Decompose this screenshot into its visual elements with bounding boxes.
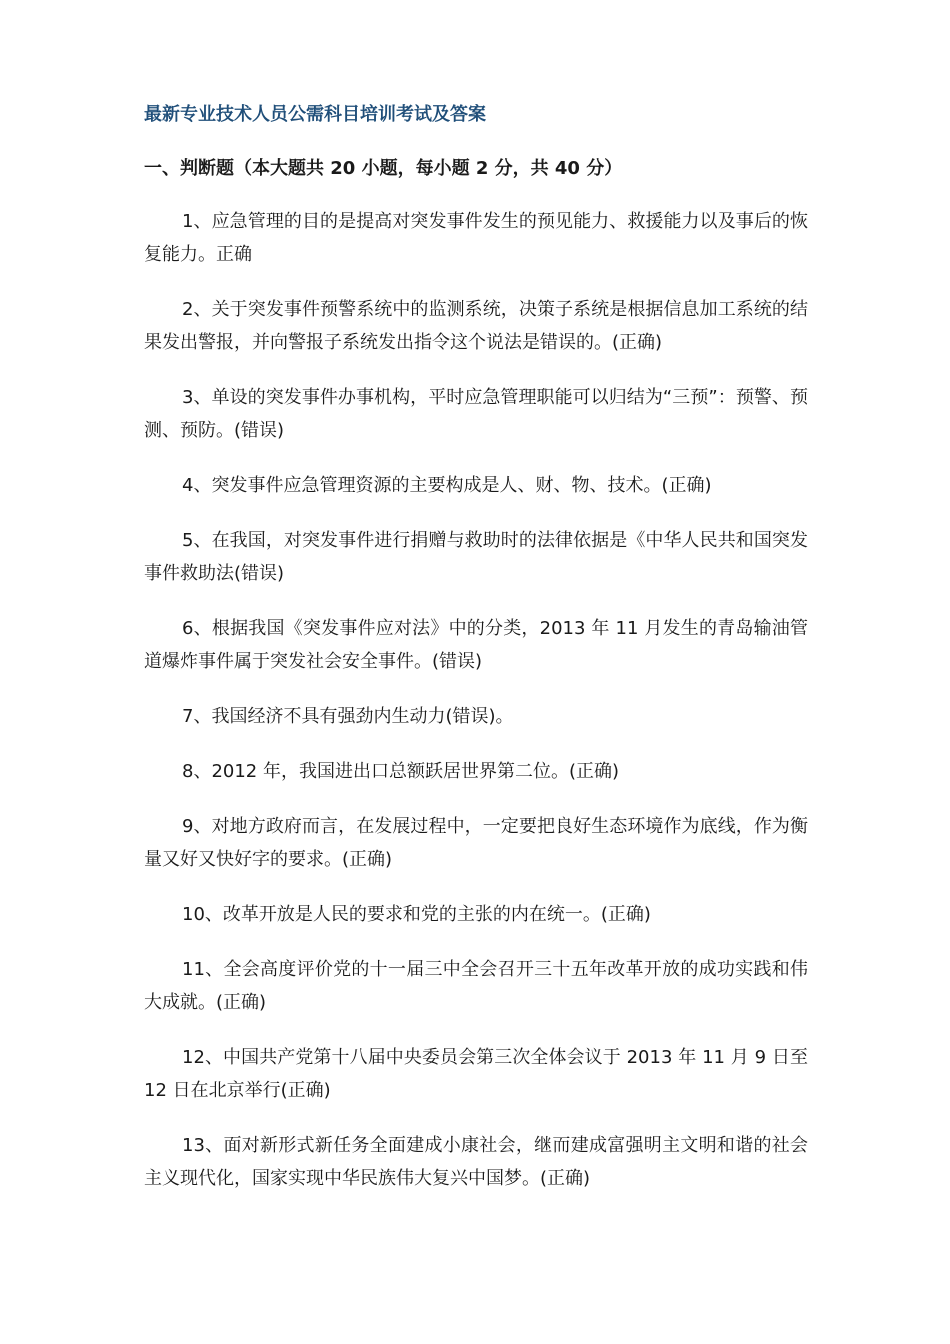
question-item: 7、我国经济不具有强劲内生动力(错误)。	[182, 706, 514, 727]
question-list	[144, 205, 808, 1217]
question-item: 8、2012 年，我国进出口总额跃居世界第二位。(正确)	[182, 761, 620, 782]
question-item: 4、突发事件应急管理资源的主要构成是人、财、物、技术。(正确)	[182, 475, 712, 496]
document-title: 最新专业技术人员公需科目培训考试及答案	[144, 104, 486, 125]
question-item: 9、对地方政府而言，在发展过程中，一定要把良好生态环境作为底线，作为衡量又好又快好字的要求。(正确)	[144, 816, 808, 870]
question-item: 11、全会高度评价党的十一届三中全会召开三十五年改革开放的成功实践和伟大成就。(正确)	[144, 959, 808, 1013]
question-item: 12、中国共产党第十八届中央委员会第三次全体会议于 2013 年 11 月 9 日至 12 日在北京举行(正确)	[144, 1047, 808, 1101]
question-item: 2、关于突发事件预警系统中的监测系统，决策子系统是根据信息加工系统的结果发出警报，并向警报子系统发出指令这个说法是错误的。(正确)	[144, 299, 808, 353]
question-item: 10、改革开放是人民的要求和党的主张的内在统一。(正确)	[182, 904, 651, 925]
question-item: 1、应急管理的目的是提高对突发事件发生的预见能力、救援能力以及事后的恢复能力。正确	[144, 211, 808, 265]
section-heading-true-false: 一、判断题（本大题共 20 小题，每小题 2 分，共 40 分）	[144, 158, 623, 179]
question-item: 5、在我国，对突发事件进行捐赠与救助时的法律依据是《中华人民共和国突发事件救助法(错误)	[144, 530, 808, 584]
question-item: 6、根据我国《突发事件应对法》中的分类，2013 年 11 月发生的青岛输油管道爆炸事件属于突发社会安全事件。(错误)	[144, 618, 808, 672]
question-item: 13、面对新形式新任务全面建成小康社会，继而建成富强明主文明和谐的社会主义现代化，国家实现中华民族伟大复兴中国梦。(正确)	[144, 1135, 808, 1189]
question-item: 3、单设的突发事件办事机构，平时应急管理职能可以归结为“三预”：预警、预测、预防。(错误)	[144, 387, 808, 441]
